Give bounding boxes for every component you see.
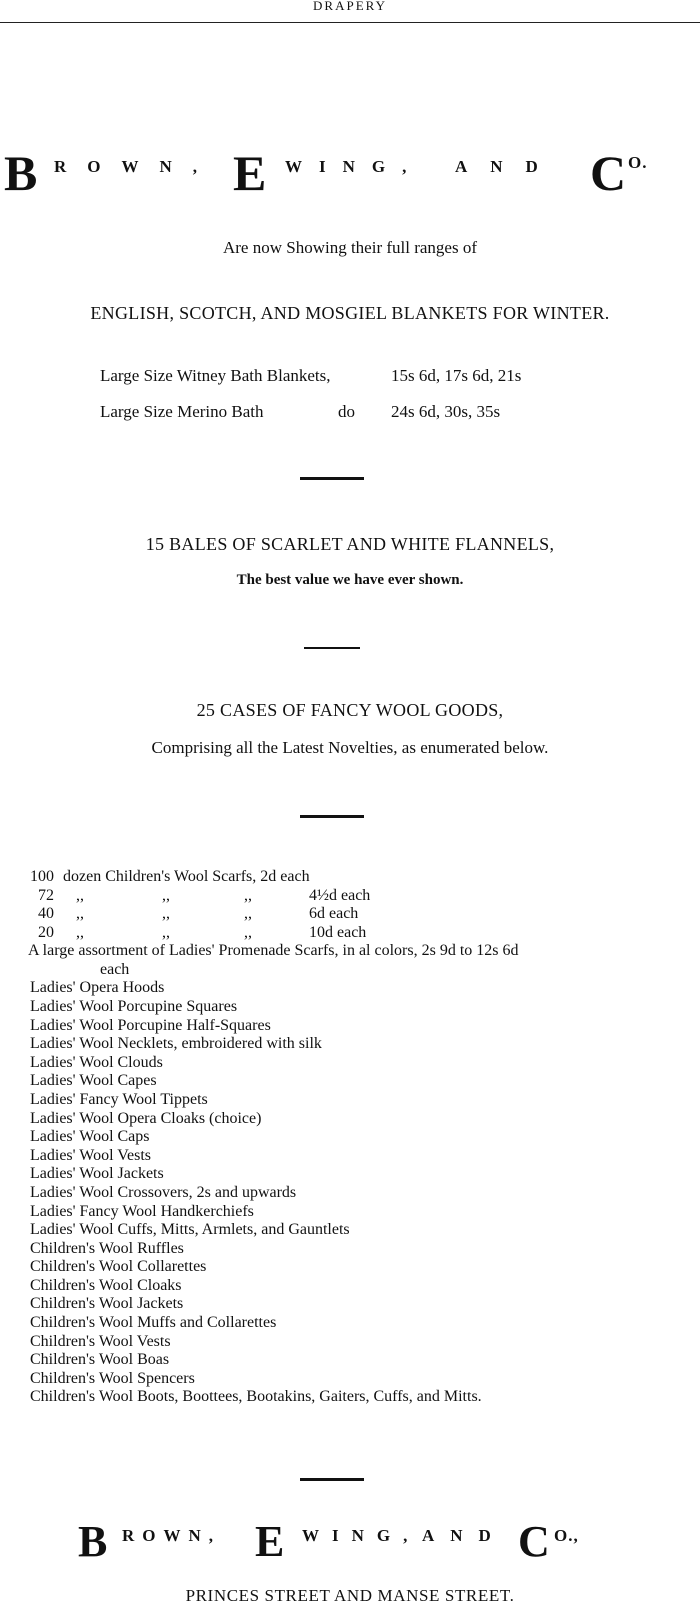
scarf-price: 4½d each: [309, 886, 371, 904]
firm-word-rown: ROWN,: [122, 1526, 222, 1545]
list-item: Ladies' Wool Cuffs, Mitts, Armlets, and Gauntlets: [30, 1221, 350, 1239]
header-rule: [0, 22, 700, 23]
firm-initial-b: B: [78, 1517, 108, 1566]
firm-word-o: O.,: [554, 1526, 579, 1545]
section-header: DRAPERY: [313, 0, 387, 13]
assortment-line-2: each: [100, 960, 130, 978]
blanket-name: Large Size Witney Bath Blankets,: [100, 366, 331, 385]
list-item: Children's Wool Cloaks: [30, 1276, 182, 1294]
list-item: Ladies' Wool Opera Cloaks (choice): [30, 1109, 262, 1127]
scarf-text: dozen Children's Wool Scarfs, 2d each: [63, 868, 310, 885]
list-item: Ladies' Wool Necklets, embroidered with silk: [30, 1035, 322, 1053]
list-item: Children's Wool Boots, Boottees, Bootakins, Gaiters, Cuffs, and Mitts.: [30, 1388, 482, 1406]
blankets-heading: ENGLISH, SCOTCH, AND MOSGIEL BLANKETS FOR WINTER.: [90, 303, 610, 323]
list-item: Ladies' Wool Clouds: [30, 1053, 163, 1071]
scarf-qty: 40: [38, 905, 54, 923]
list-item-assortment: [30, 942, 690, 979]
firm-initial-c: C: [590, 145, 627, 201]
firm-word-o: O.: [628, 153, 648, 172]
fancy-heading: 25 CASES OF FANCY WOOL GOODS,: [196, 700, 504, 720]
list-item: Children's Wool Vests: [30, 1332, 171, 1350]
list-item: Ladies' Wool Porcupine Half-Squares: [30, 1016, 271, 1034]
firm-initial-b: B: [4, 145, 38, 201]
scarf-qty: 20: [38, 923, 54, 941]
list-item: Children's Wool Collarettes: [30, 1258, 207, 1276]
list-item: Children's Wool Jackets: [30, 1295, 184, 1313]
blanket-ditto: do: [338, 402, 355, 421]
ditto-mark: ,,: [76, 905, 84, 923]
firm-initial-e: E: [233, 145, 267, 201]
list-item: Ladies' Wool Crossovers, 2s and upwards: [30, 1183, 297, 1201]
ditto-mark: ,,: [162, 923, 170, 941]
firm-word-rown: ROWN,: [54, 157, 219, 176]
firm-initial-e: E: [255, 1517, 285, 1566]
list-item: [30, 905, 690, 924]
firm-word-and: AND: [455, 157, 561, 176]
scarf-price: 10d each: [309, 923, 367, 941]
section-divider: [300, 815, 364, 818]
list-item: Ladies' Opera Hoods: [30, 979, 165, 997]
list-item: Ladies' Wool Vests: [30, 1146, 151, 1164]
assortment-line-1: A large assortment of Ladies' Promenade Scarfs, in al colors, 2s 9d to 12s 6d: [28, 942, 519, 960]
scarf-qty: 72: [38, 886, 54, 904]
section-divider: [300, 1478, 364, 1481]
address-line: PRINCES STREET AND MANSE STREET.: [185, 1586, 515, 1605]
ditto-mark: ,,: [244, 886, 252, 904]
list-item: Ladies' Wool Capes: [30, 1072, 157, 1090]
wool-items-list: [30, 979, 690, 1407]
list-item: Ladies' Fancy Wool Handkerchiefs: [30, 1202, 254, 1220]
flannels-note: The best value we have ever shown.: [236, 572, 464, 588]
list-item: Children's Wool Muffs and Collarettes: [30, 1314, 277, 1332]
list-item: [30, 924, 690, 943]
ditto-mark: ,,: [76, 923, 84, 941]
intro-line: Are now Showing their full ranges of: [222, 238, 477, 257]
fancy-note: Comprising all the Latest Novelties, as enumerated below.: [151, 738, 549, 757]
firm-name-top: [0, 145, 700, 205]
scarf-price: 6d each: [309, 905, 359, 923]
blanket-name: Large Size Merino Bath: [100, 402, 264, 421]
scarf-qty: 100: [30, 868, 54, 885]
firm-word-wing: WING,: [285, 157, 424, 176]
list-item: Children's Wool Spencers: [30, 1369, 195, 1387]
blanket-prices: 15s 6d, 17s 6d, 21s: [391, 366, 522, 385]
list-item: Children's Wool Boas: [30, 1351, 170, 1369]
firm-word-and: AND: [422, 1526, 507, 1545]
firm-name-bottom: [0, 1517, 700, 1580]
list-item: Ladies' Wool Porcupine Squares: [30, 997, 238, 1015]
blanket-prices: 24s 6d, 30s, 35s: [391, 402, 501, 421]
ditto-mark: ,,: [244, 923, 252, 941]
ditto-mark: ,,: [162, 905, 170, 923]
list-item: [30, 887, 690, 906]
list-item: [30, 868, 690, 887]
list-item: Ladies' Wool Jackets: [30, 1165, 164, 1183]
list-item: Ladies' Wool Caps: [30, 1128, 150, 1146]
list-item: Ladies' Fancy Wool Tippets: [30, 1090, 208, 1108]
flannels-heading: 15 BALES OF SCARLET AND WHITE FLANNELS,: [145, 534, 555, 554]
firm-word-wing: WING,: [302, 1526, 421, 1545]
ditto-mark: ,,: [162, 886, 170, 904]
section-divider: [300, 477, 364, 480]
section-divider: [304, 647, 360, 649]
firm-initial-c: C: [518, 1517, 550, 1566]
list-item: Children's Wool Ruffles: [30, 1239, 184, 1257]
goods-list: [30, 868, 690, 1407]
ditto-mark: ,,: [76, 886, 84, 904]
ditto-mark: ,,: [244, 905, 252, 923]
